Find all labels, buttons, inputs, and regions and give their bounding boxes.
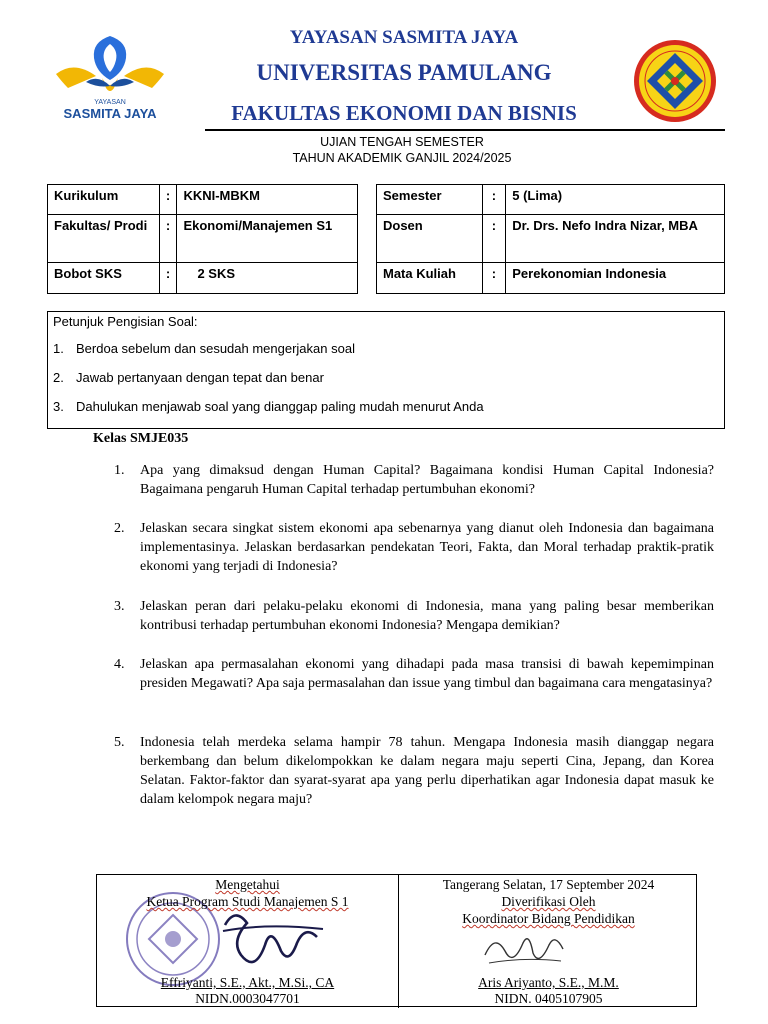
info-colon: :: [482, 263, 506, 294]
sasmita-jaya-logo: [52, 30, 168, 126]
info-label: Mata Kuliah: [377, 263, 483, 294]
info-label: Dosen: [377, 215, 483, 263]
table-row: [377, 263, 725, 294]
info-value: Ekonomi/Manajemen S1: [177, 215, 358, 263]
info-colon: :: [159, 185, 177, 215]
table-row: [48, 263, 358, 294]
question-text: Jelaskan apa permasalahan ekonomi yang dihadapi pada masa transisi di bawah kepemimpinan presiden Megawati? Apa saja permasalahan dan issue yang timbul dan bagaimana cara mengatasinya?: [140, 657, 714, 691]
signature-box: [96, 874, 697, 1007]
question-item: [114, 733, 714, 809]
instruction-text: Berdoa sebelum dan sesudah mengerjakan soal: [76, 341, 355, 356]
sign-left-role: Ketua Program Studi Manajemen S 1: [146, 894, 349, 909]
instruction-number: 2.: [53, 370, 64, 385]
foundation-name: YAYASAN SASMITA JAYA: [289, 27, 519, 48]
info-label: Bobot SKS: [48, 263, 160, 294]
unpam-seal-icon: [632, 38, 718, 124]
header-divider: [205, 129, 725, 131]
instructions-box: [47, 311, 725, 429]
question-item: [114, 655, 714, 693]
instruction-item: [53, 341, 355, 356]
info-colon: :: [482, 215, 506, 263]
instruction-number: 3.: [53, 399, 64, 414]
info-value: KKNI-MBKM: [177, 185, 358, 215]
info-value: 2 SKS: [177, 263, 358, 294]
info-colon: :: [159, 215, 177, 263]
svg-text:YAYASAN: YAYASAN: [94, 99, 126, 106]
info-label: Semester: [377, 185, 483, 215]
svg-text:SASMITA JAYA: SASMITA JAYA: [63, 106, 157, 121]
table-row: [377, 215, 725, 263]
info-colon: :: [482, 185, 506, 215]
course-info-table-left: [47, 184, 358, 294]
instruction-text: Jawab pertanyaan dengan tepat dan benar: [76, 370, 324, 385]
university-name: UNIVERSITAS PAMULANG: [256, 60, 552, 85]
info-value: Dr. Drs. Nefo Indra Nizar, MBA: [506, 215, 725, 263]
question-text: Jelaskan peran dari pelaku-pelaku ekonomi di Indonesia, mana yang paling besar memberikan kontribusi terhadap pertumbuhan ekonomi Indonesia? Mengapa demikian?: [140, 599, 714, 633]
exam-title: UJIAN TENGAH SEMESTER: [320, 135, 484, 149]
question-text: Apa yang dimaksud dengan Human Capital? Bagaimana kondisi Human Capital Indonesia? Bagaimana pengaruh Human Capital terhadap pertumbuhan ekonomi?: [140, 463, 714, 497]
sign-right-name: Aris Ariyanto, S.E., M.M.: [478, 975, 619, 990]
sign-right-place-date: Tangerang Selatan, 17 September 2024: [442, 877, 655, 892]
question-item: [114, 461, 714, 499]
instruction-item: [53, 399, 484, 414]
info-value: 5 (Lima): [506, 185, 725, 215]
sign-left-heading: Mengetahui: [215, 877, 280, 892]
question-number: 3.: [114, 599, 125, 614]
info-colon: :: [159, 263, 177, 294]
table-row: [377, 185, 725, 215]
table-row: [48, 185, 358, 215]
academic-year: TAHUN AKADEMIK GANJIL 2024/2025: [292, 151, 512, 165]
instruction-number: 1.: [53, 341, 64, 356]
faculty-name: FAKULTAS EKONOMI DAN BISNIS: [231, 101, 577, 125]
question-item: [114, 519, 714, 576]
sign-left-name: Effriyanti, S.E., Akt., M.Si., CA: [160, 975, 335, 990]
instructions-title: Petunjuk Pengisian Soal:: [53, 314, 198, 329]
question-number: 1.: [114, 463, 125, 478]
question-number: 4.: [114, 657, 125, 672]
info-value: Perekonomian Indonesia: [506, 263, 725, 294]
instruction-text: Dahulukan menjawab soal yang dianggap paling mudah menurut Anda: [76, 399, 484, 414]
info-label: Kurikulum: [48, 185, 160, 215]
sign-left-id: NIDN.0003047701: [195, 991, 300, 1006]
info-label: Fakultas/ Prodi: [48, 215, 160, 263]
table-row: [48, 215, 358, 263]
sign-right-id: NIDN. 0405107905: [494, 991, 603, 1006]
course-info-table-right: [376, 184, 725, 294]
question-text: Jelaskan secara singkat sistem ekonomi apa sebenarnya yang dianut oleh Indonesia dan bagaimana implementasinya. Jelaskan berdasarkan pendekatan Teori, Fakta, dan Moral terhadap praktik-pratik ekonomi yang terjadi di Indonesia?: [140, 521, 714, 574]
sign-right-verified: Diverifikasi Oleh: [501, 894, 596, 909]
question-item: [114, 597, 714, 635]
question-number: 5.: [114, 735, 125, 750]
question-number: 2.: [114, 521, 125, 536]
question-text: Indonesia telah merdeka selama hampir 78 tahun. Mengapa Indonesia masih dianggap negara berkembang dan belum dikelompokkan ke dalam negara maju seperti Cina, Jepang, dan Korea Selatan. Faktor-faktor dan syarat-syarat apa yang perlu diperhatikan agar Indonesia dapat masuk ke dalam kelompok negara maju?: [140, 735, 714, 807]
instruction-item: [53, 370, 324, 385]
class-label: Kelas SMJE035: [93, 431, 189, 446]
sign-right-role: Koordinator Bidang Pendidikan: [462, 911, 635, 926]
